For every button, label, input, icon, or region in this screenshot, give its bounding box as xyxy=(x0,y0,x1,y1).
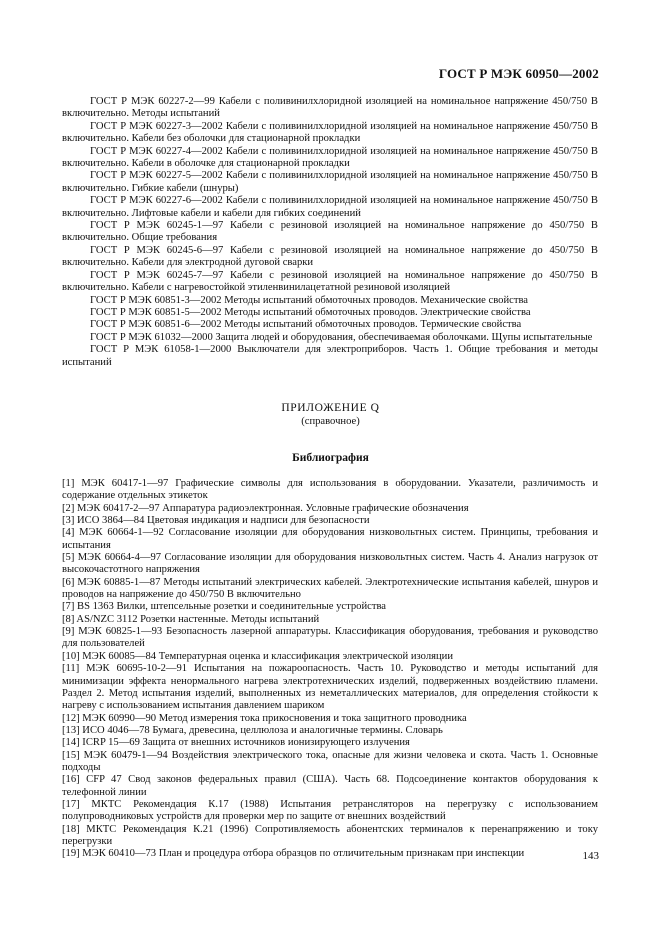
standard-entry: ГОСТ Р МЭК 60245-6—97 Кабели с резиновой изоляцией на номинальное напряжение до 450/750 В включительно. Кабели для электродной дуговой сварки xyxy=(62,244,598,269)
bibliography-item: [7] BS 1363 Вилки, штепсельные розетки и соединительные устройства xyxy=(62,601,387,613)
page-header-standard-id: ГОСТ Р МЭК 60950—2002 xyxy=(438,66,599,81)
standard-entry: ГОСТ Р МЭК 60851-5—2002 Методы испытаний обмоточных проводов. Электрические свойства xyxy=(90,306,531,318)
appendix-subtitle: (справочное) xyxy=(301,416,360,427)
standard-entry: ГОСТ Р МЭК 60245-1—97 Кабели с резиновой изоляцией на номинальное напряжение до 450/750 В включительно. Общие требования xyxy=(62,220,598,244)
standard-entry: ГОСТ Р МЭК 60227-5—2002 Кабели с поливинилхлоридной изоляцией на номинальное напряжение 450/750 В включительно. Гибкие кабели (шнуры) xyxy=(62,170,598,194)
bibliography-item: [12] МЭК 60990—90 Метод измерения тока прикосновения и тока защитного проводника xyxy=(62,712,467,724)
bibliography-item: [15] МЭК 60479-1—94 Воздействия электрического тока, опасные для жизни человека и скота. Часть 1. Основные подходы xyxy=(62,749,598,773)
bibliography-item: [13] ИСО 4046—78 Бумага, древесина, целлюлоза и аналогичные термины. Словарь xyxy=(62,724,443,736)
bibliography-item: [9] МЭК 60825-1—93 Безопасность лазерной аппаратуры. Классификация оборудования, требования и руководство для пользователей xyxy=(62,626,598,650)
standard-entry: ГОСТ Р МЭК 60227-3—2002 Кабели с поливинилхлоридной изоляцией на номинальное напряжение 450/750 В включительно. Кабели без оболочки для стационарной прокладки xyxy=(62,120,598,145)
page-number: 143 xyxy=(582,850,599,862)
bibliography-item: [4] МЭК 60664-1—92 Согласование изоляции для оборудования низковольтных систем. Принципы, требования и испытания xyxy=(62,527,598,551)
standard-entry: ГОСТ Р МЭК 61032—2000 Защита людей и оборудования, обеспечиваемая оболочками. Щупы испытательные xyxy=(90,331,593,343)
appendix-title: ПРИЛОЖЕНИЕ Q xyxy=(281,402,380,414)
standard-entry: ГОСТ Р МЭК 60851-6—2002 Методы испытаний обмоточных проводов. Термические свойства xyxy=(90,319,522,331)
bibliography-item: [11] МЭК 60695-10-2—91 Испытания на пожароопасность. Часть 10. Руководство и методы испытаний для минимизации эффекта ненормального нагрева электротехнических изделий, подверженных воздействию пламени. Раздел 2. Метод испытания изделий, выполненных из неметаллических материалов, для определения стойкости к нагреву с использованием испытания давлением шариком xyxy=(62,663,598,712)
bibliography-item: [2] МЭК 60417-2—97 Аппаратура радиоэлектронная. Условные графические обозначения xyxy=(62,502,469,514)
bibliography-list xyxy=(62,478,598,861)
standard-entry: ГОСТ Р МЭК 61058-1—2000 Выключатели для электроприборов. Часть 1. Общие требования и методы испытаний xyxy=(62,344,598,368)
bibliography-heading: Библиография xyxy=(292,452,369,464)
standard-entry: ГОСТ Р МЭК 60227-2—99 Кабели с поливинилхлоридной изоляцией на номинальное напряжение 450/750 В включительно. Методы испытаний xyxy=(62,96,598,120)
standard-entry: ГОСТ Р МЭК 60245-7—97 Кабели с резиновой изоляцией на номинальное напряжение до 450/750 В включительно. Кабели с нагревостойкой этиленвинилацетатной резиновой изоляцией xyxy=(62,269,598,294)
bibliography-item: [17] МКТС Рекомендация К.17 (1988) Испытания ретрансляторов на перегрузку с использованием полупроводниковых устройств для проверки мер по защите от внешних воздействий xyxy=(62,798,598,823)
bibliography-item: [3] ИСО 3864—84 Цветовая индикация и надписи для безопасности xyxy=(62,515,370,527)
bibliography-item: [6] МЭК 60885-1—87 Методы испытаний электрических кабелей. Электротехнические испытания кабелей, шнуров и проводов на напряжение до 450/750 В включительно xyxy=(62,576,598,601)
bibliography-item: [18] МКТС Рекомендация К.21 (1996) Сопротивляемость абонентских терминалов к перенапряжению и току перегрузки xyxy=(62,823,598,847)
bibliography-item: [8] AS/NZC 3112 Розетки настенные. Методы испытаний xyxy=(62,613,320,625)
standard-entry: ГОСТ Р МЭК 60227-4—2002 Кабели с поливинилхлоридной изоляцией на номинальное напряжение 450/750 В включительно. Кабели в оболочке для стационарной прокладки xyxy=(62,145,598,170)
bibliography-item: [10] МЭК 60085—84 Температурная оценка и классификация электрической изоляции xyxy=(62,650,453,662)
standard-entry: ГОСТ Р МЭК 60851-3—2002 Методы испытаний обмоточных проводов. Механические свойства xyxy=(90,294,529,306)
bibliography-item: [1] МЭК 60417-1—97 Графические символы для использования в оборудовании. Указатели, различимость и содержание отдельных этикеток xyxy=(62,478,598,502)
standard-entry: ГОСТ Р МЭК 60227-6—2002 Кабели с поливинилхлоридной изоляцией на номинальное напряжение 450/750 В включительно. Лифтовые кабели и кабели для гибких соединений xyxy=(62,195,598,219)
bibliography-item: [19] МЭК 60410—73 План и процедура отбора образцов по отличительным признакам при инспекции xyxy=(62,848,525,860)
referenced-standards-list xyxy=(62,96,598,369)
bibliography-item: [16] CFP 47 Свод законов федеральных правил (США). Часть 68. Подсоединение контактов оборудования к телефонной линии xyxy=(62,774,598,798)
bibliography-item: [14] ICRP 15—69 Защита от внешних источников ионизирующего излучения xyxy=(62,737,410,749)
bibliography-item: [5] МЭК 60664-4—97 Согласование изоляции для оборудования низковольтных систем. Часть 4. Анализ нагрузок от высокочастотного напряжения xyxy=(62,552,598,576)
